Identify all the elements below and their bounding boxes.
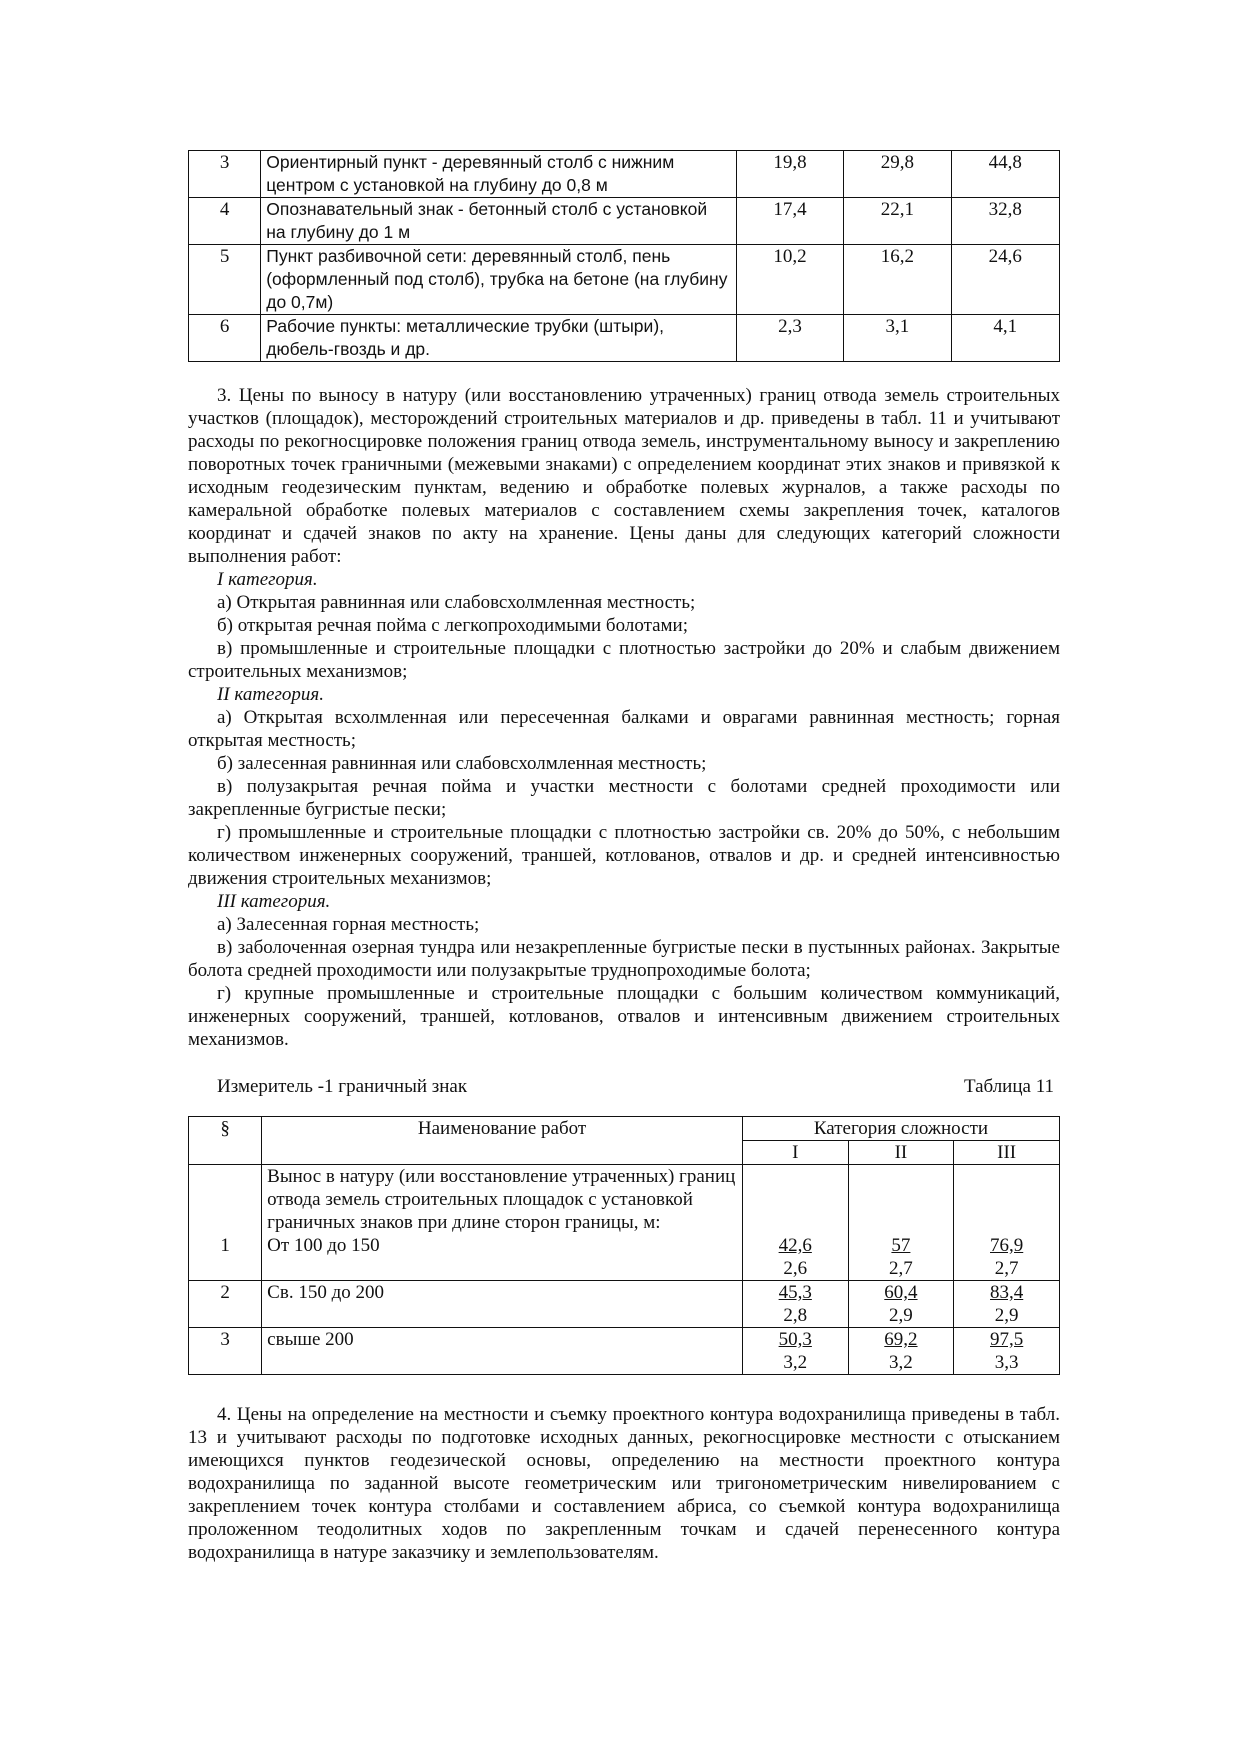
price-cat-2 <box>848 1281 954 1328</box>
header-category-3: III <box>954 1141 1060 1165</box>
category-item: г) крупные промышленные и строительные площадки с большим количеством коммуникаций, инженерных сооружений, траншей, котлованов, отвалов и интенсивным движением строительных механизмов. <box>188 983 1060 1050</box>
section-4 <box>188 1403 1060 1564</box>
range-label: От 100 до 150 <box>267 1235 380 1256</box>
work-name <box>262 1165 743 1281</box>
section-4-text: 4. Цены на определение на местности и съемку проектного контура водохранилища приведены в табл. 13 и учитывают расходы по подготовке исходных данных, рекогносцировке местности с отысканием имеющихся пунктов геодезической основы, определению на местности проектного контура водохранилища по заданной высоте геометрическим или тригонометрическим нивелированием с закреплением точек контура столбами и составлением абриса, со съемкой контура водохранилища проложенном теодолитных ходов по закрепленным точкам и сдачей перенесенного контура водохранилища в натуре заказчику и землепользователям. <box>188 1404 1060 1563</box>
table-row <box>189 315 1060 362</box>
price-cat-3 <box>954 1281 1060 1328</box>
work-name: Пункт разбивочной сети: деревянный столб, пень (оформленный под столб), трубка на бетоне (на глубину до 0,7м) <box>261 245 737 315</box>
price-value: 83,4 <box>990 1282 1024 1303</box>
section-3-intro: 3. Цены по выносу в натуру (или восстановлению утраченных) границ отвода земель строительных участков (площадок), месторождений строительных материалов и др. приведены в табл. 11 и учитывают расходы по рекогносцировке положения границ отвода земель, инструментальному выносу и закреплению поворотных точек граничными (межевыми знаками) с определением координат этих знаков и привязкой к исходным геодезическим пунктам, ведению и обработке полевых журналов, а также расходы по камеральной обработке полевых материалов с составлением схемы закрепления точек, каталогов координат и сдачей знаков по акту на хранение. Цены даны для следующих категорий сложности выполнения работ: <box>188 385 1060 567</box>
header-section-number: § <box>189 1117 262 1165</box>
row-number: 5 <box>189 245 261 315</box>
price-cat-1: 2,3 <box>736 315 843 362</box>
header-category-2: II <box>848 1141 954 1165</box>
price-coefficient: 3,2 <box>889 1352 913 1373</box>
price-cat-1 <box>742 1328 848 1375</box>
work-name: Рабочие пункты: металлические трубки (штыри), дюбель-гвоздь и др. <box>261 315 737 362</box>
price-cat-2: 22,1 <box>844 198 951 245</box>
price-cat-3: 24,6 <box>951 245 1059 315</box>
price-value: 45,3 <box>778 1282 812 1303</box>
table-row <box>189 198 1060 245</box>
price-cat-2 <box>848 1165 954 1281</box>
table-row <box>189 1165 1060 1281</box>
category-item: в) полузакрытая речная пойма и участки местности с болотами средней проходимости или закрепленные бугристые пески; <box>188 776 1060 820</box>
table-row <box>189 1328 1060 1375</box>
row-number <box>189 1165 262 1281</box>
price-coefficient: 3,3 <box>994 1352 1019 1373</box>
table-row <box>189 1281 1060 1328</box>
price-cat-3: 44,8 <box>951 151 1059 198</box>
price-cat-3 <box>954 1328 1060 1375</box>
category-item: в) промышленные и строительные площадки с плотностью застройки до 20% и слабым движением строительных механизмов; <box>188 638 1060 682</box>
table-11-meta <box>188 1075 1060 1098</box>
price-cat-3: 32,8 <box>951 198 1059 245</box>
price-cat-1 <box>742 1165 848 1281</box>
price-cat-2 <box>848 1328 954 1375</box>
price-value: 42,6 <box>778 1235 812 1256</box>
price-coefficient: 2,9 <box>994 1305 1019 1326</box>
price-value: 50,3 <box>778 1329 812 1350</box>
boundary-price-table <box>188 1116 1060 1375</box>
category-2-heading: II категория. <box>217 684 324 705</box>
header-work-name: Наименование работ <box>262 1117 743 1165</box>
range-label: свыше 200 <box>262 1328 743 1375</box>
price-table-points <box>188 150 1060 362</box>
price-cat-1: 10,2 <box>736 245 843 315</box>
price-coefficient: 2,9 <box>889 1305 913 1326</box>
header-category-1: I <box>742 1141 848 1165</box>
price-value: 69,2 <box>884 1329 918 1350</box>
measure-unit: Измеритель -1 граничный знак <box>217 1076 468 1097</box>
category-item: б) открытая речная пойма с легкопроходимыми болотами; <box>217 615 689 636</box>
price-value: 60,4 <box>884 1282 918 1303</box>
range-label: Св. 150 до 200 <box>262 1281 743 1328</box>
row-number-text: 1 <box>220 1235 230 1256</box>
category-item: б) залесенная равнинная или слабовсхолмленная местность; <box>217 753 707 774</box>
table-caption: Таблица 11 <box>963 1076 1054 1097</box>
price-cat-2: 29,8 <box>844 151 951 198</box>
row-number: 3 <box>189 151 261 198</box>
price-cat-3: 4,1 <box>951 315 1059 362</box>
row-number: 6 <box>189 315 261 362</box>
category-item: а) Залесенная горная местность; <box>217 914 480 935</box>
work-description: Вынос в натуру (или восстановление утраченных) границ отвода земель строительных площадок с установкой граничных знаков при длине сторон границы, м: <box>267 1166 736 1233</box>
document-page <box>188 150 1060 1564</box>
work-name: Ориентирный пункт - деревянный столб с нижним центром с установкой на глубину до 0,8 м <box>261 151 737 198</box>
row-number: 2 <box>189 1281 262 1328</box>
category-item: а) Открытая всхолмленная или пересеченная балками и оврагами равнинная местность; горная открытая местность; <box>188 707 1060 751</box>
row-number: 4 <box>189 198 261 245</box>
price-coefficient: 2,8 <box>783 1305 808 1326</box>
price-cat-1: 17,4 <box>736 198 843 245</box>
section-3 <box>188 384 1060 1051</box>
category-item: в) заболоченная озерная тундра или незакрепленные бугристые пески в пустынных районах. Закрытые болота средней проходимости или полузакрытые труднопроходимые болота; <box>188 937 1060 981</box>
table-row <box>189 245 1060 315</box>
price-cat-1: 19,8 <box>736 151 843 198</box>
price-cat-2: 3,1 <box>844 315 951 362</box>
category-3-heading: III категория. <box>217 891 331 912</box>
price-value: 76,9 <box>990 1235 1024 1256</box>
price-coefficient: 2,7 <box>994 1258 1019 1279</box>
price-cat-3 <box>954 1165 1060 1281</box>
price-cat-2: 16,2 <box>844 245 951 315</box>
price-coefficient: 2,7 <box>889 1258 913 1279</box>
row-number: 3 <box>189 1328 262 1375</box>
work-name: Опознавательный знак - бетонный столб с установкой на глубину до 1 м <box>261 198 737 245</box>
price-value: 97,5 <box>990 1329 1024 1350</box>
category-item: г) промышленные и строительные площадки с плотностью застройки св. 20% до 50%, с небольшим количеством инженерных сооружений, траншей, котлованов, отвалов и др. и средней интенсивностью движения строительных механизмов; <box>188 822 1060 889</box>
table-row <box>189 151 1060 198</box>
price-coefficient: 3,2 <box>783 1352 808 1373</box>
category-1-heading: I категория. <box>217 569 318 590</box>
price-cat-1 <box>742 1281 848 1328</box>
category-item: а) Открытая равнинная или слабовсхолмленная местность; <box>217 592 696 613</box>
header-complexity-category: Категория сложности <box>742 1117 1059 1141</box>
price-value: 57 <box>891 1235 911 1256</box>
price-coefficient: 2,6 <box>783 1258 808 1279</box>
